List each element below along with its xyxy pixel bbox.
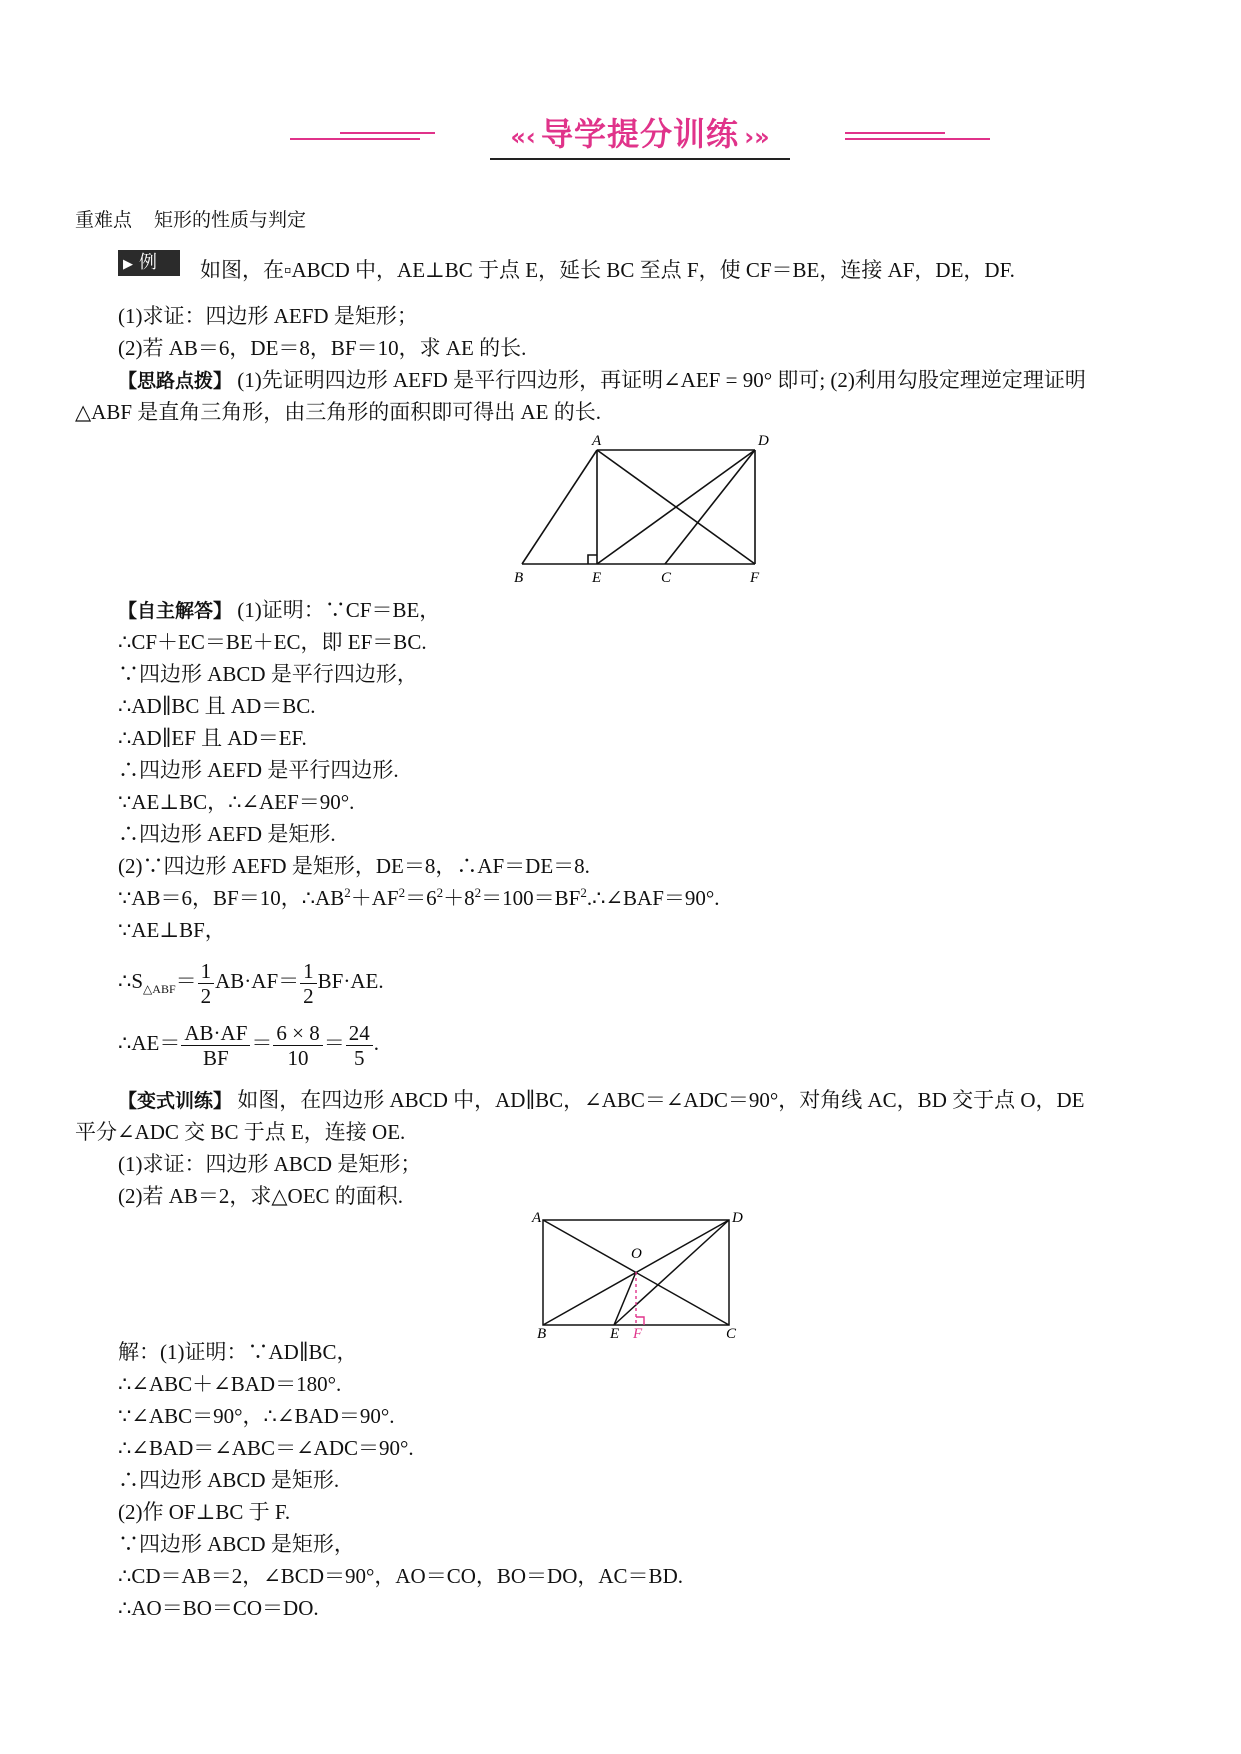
segment-DE xyxy=(614,1220,729,1325)
solution-line-4: ∴AD∥BC 且 AD＝BC. xyxy=(118,694,316,718)
answer-line-9: ∴AO＝BO＝CO＝DO. xyxy=(118,1596,319,1620)
chevron-right-icon: ›» xyxy=(744,123,770,151)
answer-line-6: (2)作 OF⊥BC 于 F. xyxy=(118,1500,291,1524)
exponent: 2 xyxy=(580,885,587,900)
hint-text-1: (1)先证明四边形 AEFD 是平行四边形，再证明∠AEF = 90° 即可; (2)利用勾股定理逆定理证明 xyxy=(237,368,1086,392)
banner-left-line-2 xyxy=(340,132,435,134)
label-C: C xyxy=(726,1326,737,1338)
label-D: D xyxy=(758,433,769,449)
right-angle-mark xyxy=(636,1317,644,1325)
heading-right: 矩形的性质与判定 xyxy=(154,209,307,231)
label-B: B xyxy=(514,570,524,586)
solution-line-3: ∵四边形 ABCD 是平行四边形， xyxy=(118,662,418,686)
exponent: 2 xyxy=(398,885,406,900)
label-A: A xyxy=(532,1210,542,1226)
variant-text-1: 如图，在四边形 ABCD 中，AD∥BC，∠ABC＝∠ADC＝90°，对角线 AC，BD 交于点 O，DE xyxy=(237,1088,1085,1112)
banner-title-wrap xyxy=(485,112,795,160)
solution-line-9: (2)∵四边形 AEFD 是矩形，DE＝8，∴AF＝DE＝8. xyxy=(118,854,590,878)
label-F: F xyxy=(633,1326,643,1338)
banner-right-line xyxy=(845,138,990,140)
right-angle-mark xyxy=(588,555,597,564)
eq-part: AB·AF＝ xyxy=(215,969,300,993)
solution-l1-text: (1)证明：∵CF＝BE， xyxy=(237,598,441,622)
label-A: A xyxy=(592,433,602,449)
eq-part: ＝ xyxy=(175,969,197,993)
solution-line-13 xyxy=(118,1018,379,1070)
figure-1-parallelogram xyxy=(510,428,770,588)
hint-tag: 【思路点拨】 xyxy=(118,370,233,392)
numerator: 1 xyxy=(198,959,215,984)
eq-part: ∴AE＝ xyxy=(118,1031,181,1055)
variant-tag: 【变式训练】 xyxy=(118,1090,233,1112)
answer-line-5: ∴四边形 ABCD 是矩形. xyxy=(118,1468,340,1492)
label-E: E xyxy=(592,570,602,586)
numerator: 1 xyxy=(300,959,317,984)
eq-part: ∵AB＝6，BF＝10，∴AB xyxy=(118,886,345,910)
answer-line-3: ∵∠ABC＝90°，∴∠BAD＝90°. xyxy=(118,1404,395,1428)
solution-tag: 【自主解答】 xyxy=(118,600,233,622)
numerator: 6 × 8 xyxy=(273,1021,322,1046)
fraction xyxy=(181,1021,250,1070)
eq-part: ＝6 xyxy=(405,886,437,910)
subscript: △ABF xyxy=(143,982,176,997)
denominator: 2 xyxy=(200,983,212,1008)
numerator: AB·AF xyxy=(181,1021,250,1046)
banner-title: 导学提分训练 xyxy=(540,115,739,153)
segment-OE xyxy=(614,1272,636,1325)
eq-part: ＝ xyxy=(251,1031,273,1055)
numerator: 24 xyxy=(346,1021,373,1046)
segment-AB xyxy=(522,450,597,564)
eq-part: ∴S xyxy=(118,969,144,993)
section-banner xyxy=(290,112,990,162)
figure-2-rectangle xyxy=(530,1208,750,1338)
hint-line-2: △ABF 是直角三角形，由三角形的面积即可得出 AE 的长. xyxy=(75,400,601,424)
eq-part: BF·AE. xyxy=(317,969,384,993)
hint-line-1 xyxy=(118,366,1086,395)
play-icon: ▶ xyxy=(123,257,133,272)
denominator: 5 xyxy=(353,1045,365,1070)
fraction xyxy=(273,1021,322,1070)
label-O: O xyxy=(631,1246,642,1262)
label-E: E xyxy=(610,1326,620,1338)
variant-line-1 xyxy=(118,1086,1085,1115)
fraction xyxy=(300,959,317,1008)
label-C: C xyxy=(661,570,672,586)
answer-line-8: ∴CD＝AB＝2，∠BCD＝90°，AO＝CO，BO＝DO，AC＝BD. xyxy=(118,1564,683,1588)
heading-left: 重难点 xyxy=(75,209,133,231)
solution-line-6: ∴四边形 AEFD 是平行四边形. xyxy=(118,758,399,782)
eq-part: ＋AF xyxy=(350,886,399,910)
banner-left-line xyxy=(290,138,420,140)
example-text: 如图，在▫ABCD 中，AE⊥BC 于点 E，延长 BC 至点 F，使 CF＝BE，连接 AF，DE，DF. xyxy=(200,258,1015,282)
fraction xyxy=(198,959,215,1008)
section-heading xyxy=(75,206,306,234)
eq-part: .∴∠BAF＝90°. xyxy=(586,886,720,910)
example-tag-label: 例 xyxy=(139,252,157,273)
denominator: BF xyxy=(203,1045,229,1070)
chevron-left-icon: «‹ xyxy=(510,123,536,151)
eq-part: ＋8 xyxy=(443,886,475,910)
fraction xyxy=(346,1021,373,1070)
eq-part: ＝100＝BF xyxy=(481,886,581,910)
variant-q1: (1)求证：四边形 ABCD 是矩形； xyxy=(118,1152,422,1176)
variant-line-2: 平分∠ADC 交 BC 于点 E，连接 OE. xyxy=(75,1120,406,1144)
solution-line-5: ∴AD∥EF 且 AD＝EF. xyxy=(118,726,307,750)
solution-line-10 xyxy=(118,884,720,912)
solution-line-11: ∵AE⊥BF， xyxy=(118,918,226,942)
answer-line-2: ∴∠ABC＋∠BAD＝180°. xyxy=(118,1372,342,1396)
eq-part: ＝ xyxy=(323,1031,345,1055)
solution-line-2: ∴CF＋EC＝BE＋EC，即 EF＝BC. xyxy=(118,630,427,654)
eq-part: . xyxy=(373,1031,379,1055)
banner-right-line-2 xyxy=(845,132,945,134)
example-q2: (2)若 AB＝6，DE＝8，BF＝10，求 AE 的长. xyxy=(118,336,527,360)
answer-line-7: ∵四边形 ABCD 是矩形， xyxy=(118,1532,355,1556)
segment-DC xyxy=(665,450,755,564)
solution-line-8: ∴四边形 AEFD 是矩形. xyxy=(118,822,336,846)
exponent: 2 xyxy=(436,885,444,900)
label-B: B xyxy=(537,1326,547,1338)
solution-line-1 xyxy=(118,596,440,625)
denominator: 2 xyxy=(303,983,314,1008)
denominator: 10 xyxy=(287,1045,309,1070)
variant-q2: (2)若 AB＝2，求△OEC 的面积. xyxy=(118,1184,404,1208)
solution-line-7: ∵AE⊥BC，∴∠AEF＝90°. xyxy=(118,790,355,814)
solution-line-12 xyxy=(118,956,384,1008)
label-F: F xyxy=(750,570,760,586)
exponent: 2 xyxy=(474,885,482,900)
answer-line-1: 解：(1)证明：∵AD∥BC， xyxy=(118,1340,358,1364)
example-q1: (1)求证：四边形 AEFD 是矩形； xyxy=(118,304,418,328)
banner-underline xyxy=(490,158,790,160)
example-tag xyxy=(118,250,180,276)
label-D: D xyxy=(732,1210,743,1226)
exponent: 2 xyxy=(344,885,351,900)
answer-line-4: ∴∠BAD＝∠ABC＝∠ADC＝90°. xyxy=(118,1436,414,1460)
